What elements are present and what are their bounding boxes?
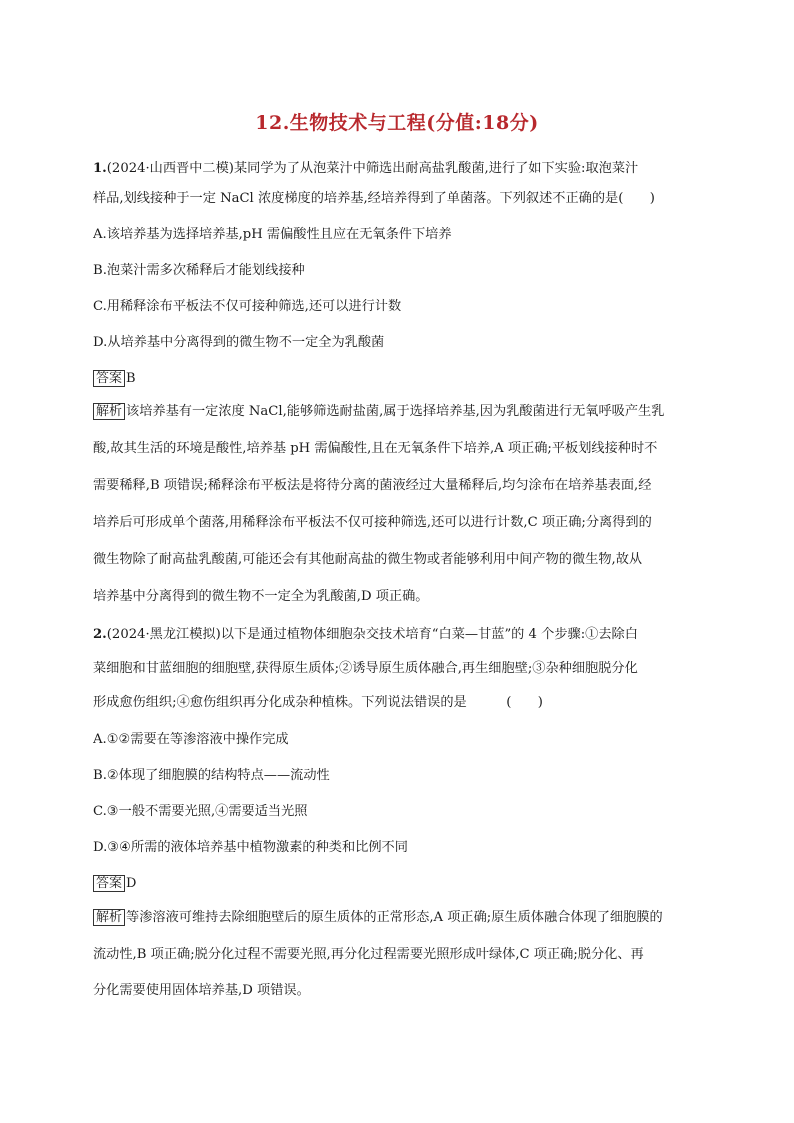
answer-value: B <box>126 371 136 386</box>
q1-number: 1. <box>93 161 107 176</box>
q1-option-a: A.该培养基为选择培养基,pH 需偏酸性且应在无氧条件下培养 <box>93 227 452 242</box>
analysis-label: 解析 <box>93 909 125 926</box>
q1-option-d: D.从培养基中分离得到的微生物不一定全为乳酸菌 <box>93 335 385 350</box>
q2-option-c: C.③一般不需要光照,④需要适当光照 <box>93 804 308 819</box>
q2-analysis-line-3: 分化需要使用固体培养基,D 项错误。 <box>93 983 310 998</box>
q1-answer <box>93 370 713 388</box>
page-title: 12.生物技术与工程(分值:18分) <box>255 112 539 134</box>
q1-stem-line-2: 样品,划线接种于一定 NaCl 浓度梯度的培养基,经培养得到了单菌落。下列叙述不正确的是( ) <box>93 191 655 206</box>
q2-number: 2. <box>93 627 107 642</box>
q1-analysis-line-2: 酸,故其生活的环境是酸性,培养基 pH 需偏酸性,且在无氧条件下培养,A 项正确;平板划线接种时不 <box>93 441 658 456</box>
q2-stem-line-1: 2.(2024·黑龙江模拟)以下是通过植物体细胞杂交技术培育“白菜—甘蓝”的 4 个步骤:①去除白 <box>93 627 638 642</box>
answer-value: D <box>126 876 137 891</box>
q1-analysis-line-1: 解析 该培养基有一定浓度 NaCl,能够筛选耐盐菌,属于选择培养基,因为乳酸菌进行无氧呼吸产生乳 <box>93 403 717 421</box>
q2-answer <box>93 875 713 893</box>
q2-analysis-line-2: 流动性,B 项正确;脱分化过程不需要光照,再分化过程需要光照形成叶绿体,C 项正确;脱分化、再 <box>93 947 644 962</box>
q1-option-b: B.泡菜汁需多次稀释后才能划线接种 <box>93 263 305 278</box>
q1-stem-line-1: 1.(2024·山西晋中二模)某同学为了从泡菜汁中筛选出耐高盐乳酸菌,进行了如下实验:取泡菜汁 <box>93 161 639 176</box>
q1-option-c: C.用稀释涂布平板法不仅可接种筛选,还可以进行计数 <box>93 299 402 314</box>
q1-analysis-line-4: 培养后可形成单个菌落,用稀释涂布平板法不仅可接种筛选,还可以进行计数,C 项正确;分离得到的 <box>93 515 652 530</box>
answer-label: 答案 <box>93 875 125 892</box>
analysis-label: 解析 <box>93 403 125 420</box>
q1-analysis-line-6: 培养基中分离得到的微生物不一定全为乳酸菌,D 项正确。 <box>93 589 429 604</box>
q2-stem-line-3: 形成愈伤组织;④愈伤组织再分化成杂种植株。下列说法错误的是 ( ) <box>93 695 543 710</box>
answer-label: 答案 <box>93 370 125 387</box>
q1-analysis-line-5: 微生物除了耐高盐乳酸菌,可能还会有其他耐高盐的微生物或者能够利用中间产物的微生物,故从 <box>93 552 643 567</box>
q2-analysis-line-1: 解析 等渗溶液可维持去除细胞壁后的原生质体的正常形态,A 项正确;原生质体融合体现了细胞膜的 <box>93 909 717 927</box>
q2-option-b: B.②体现了细胞膜的结构特点——流动性 <box>93 768 330 783</box>
q2-option-a: A.①②需要在等渗溶液中操作完成 <box>93 732 289 747</box>
q2-stem-line-2: 菜细胞和甘蓝细胞的细胞壁,获得原生质体;②诱导原生质体融合,再生细胞壁;③杂种细胞脱分化 <box>93 661 638 676</box>
q2-option-d: D.③④所需的液体培养基中植物激素的种类和比例不同 <box>93 840 408 855</box>
q1-analysis-line-3: 需要稀释,B 项错误;稀释涂布平板法是将待分离的菌液经过大量稀释后,均匀涂布在培养基表面,经 <box>93 478 652 493</box>
